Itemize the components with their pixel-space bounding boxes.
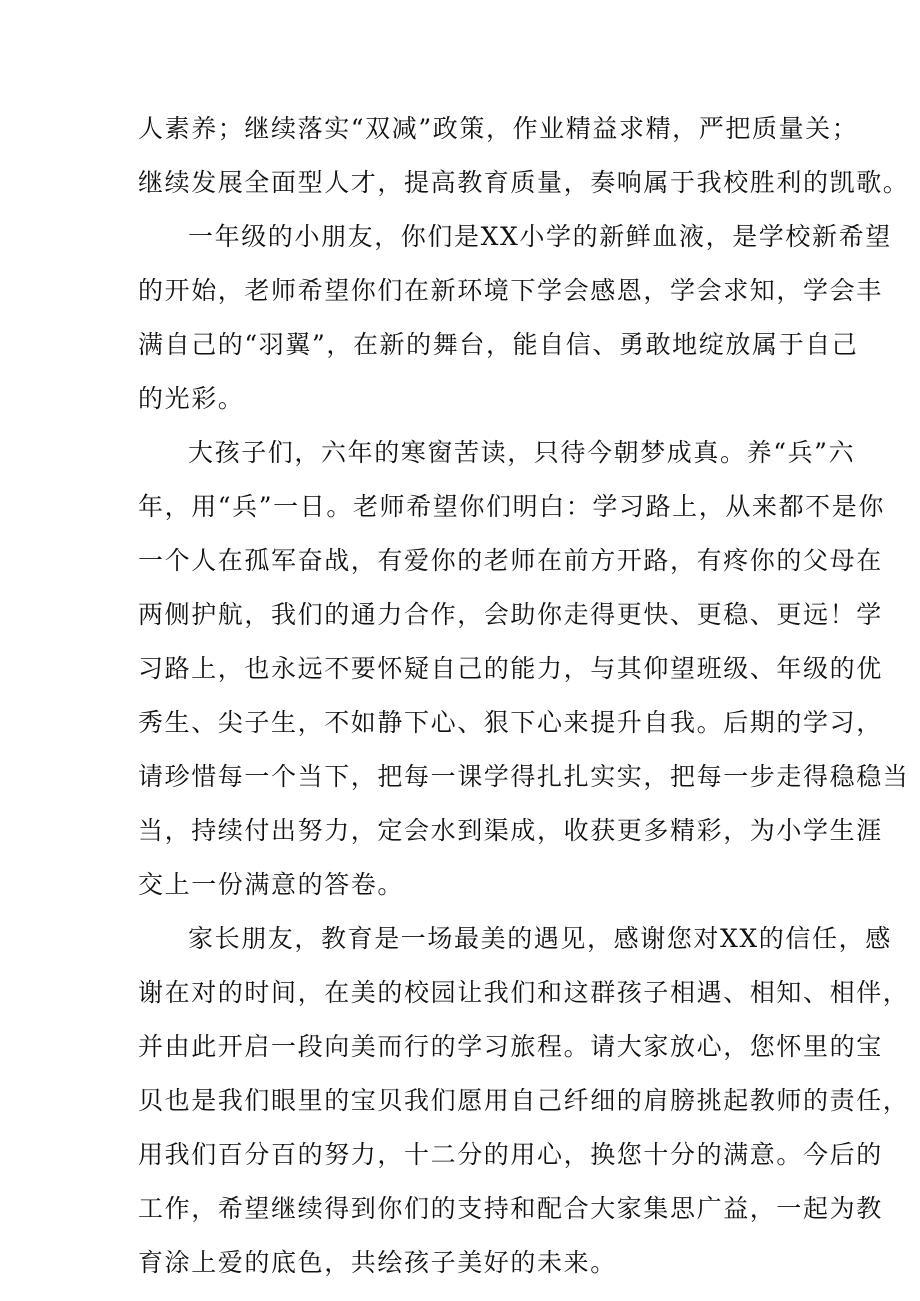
text-line: 习路上，也永远不要怀疑自己的能力，与其仰望班级、年级的优 [138, 654, 883, 683]
paragraph [138, 102, 910, 210]
text-line: 秀生、尖子生，不如静下心、狠下心来提升自我。后期的学习， [138, 708, 883, 737]
text-line: 并由此开启一段向美而行的学习旅程。请大家放心，您怀里的宝 [138, 1032, 883, 1061]
text-line: 谢在对的时间，在美的校园让我们和这群孩子相遇、相知、相伴， [138, 978, 910, 1007]
paragraph [138, 210, 892, 426]
text-line: 请珍惜每一个当下，把每一课学得扎扎实实，把每一步走得稳稳当 [138, 762, 910, 791]
text-line: 人素养；继续落实“双减”政策，作业精益求精，严把质量关； [138, 114, 859, 143]
paragraph [138, 912, 910, 1290]
text-line: 满自己的“羽翼”，在新的舞台，能自信、勇敢地绽放属于自己 [138, 330, 859, 359]
text-line: 继续发展全面型人才，提高教育质量，奏响属于我校胜利的凯歌。 [138, 168, 910, 197]
text-line: 的开始，老师希望你们在新环境下学会感恩，学会求知，学会丰 [138, 276, 883, 305]
text-line: 用我们百分百的努力，十二分的用心，换您十分的满意。今后的 [138, 1140, 883, 1169]
text-line: 贝也是我们眼里的宝贝我们愿用自己纤细的肩膀挑起教师的责任， [138, 1086, 910, 1115]
document-page [138, 102, 910, 1290]
text-line: 交上一份满意的答卷。 [138, 870, 405, 899]
paragraph [138, 426, 910, 912]
text-line: 的光彩。 [138, 384, 245, 413]
text-line: 两侧护航，我们的通力合作，会助你走得更快、更稳、更远！学 [138, 600, 883, 629]
text-line: 大孩子们，六年的寒窗苦读，只待今朝梦成真。养“兵”六 [188, 438, 856, 467]
text-line: 家长朋友，教育是一场最美的遇见，感谢您对XX的信任，感 [188, 924, 892, 953]
text-line: 一年级的小朋友，你们是XX小学的新鲜血液，是学校新希望 [188, 222, 892, 251]
text-line: 当，持续付出努力，定会水到渠成，收获更多精彩，为小学生涯 [138, 816, 883, 845]
text-line: 育涂上爱的底色，共绘孩子美好的未来。 [138, 1248, 617, 1277]
text-line: 工作，希望继续得到你们的支持和配合大家集思广益，一起为教 [138, 1194, 883, 1223]
text-line: 一个人在孤军奋战，有爱你的老师在前方开路，有疼你的父母在 [138, 546, 883, 575]
text-line: 年，用“兵”一日。老师希望你们明白：学习路上，从来都不是你 [138, 492, 885, 521]
